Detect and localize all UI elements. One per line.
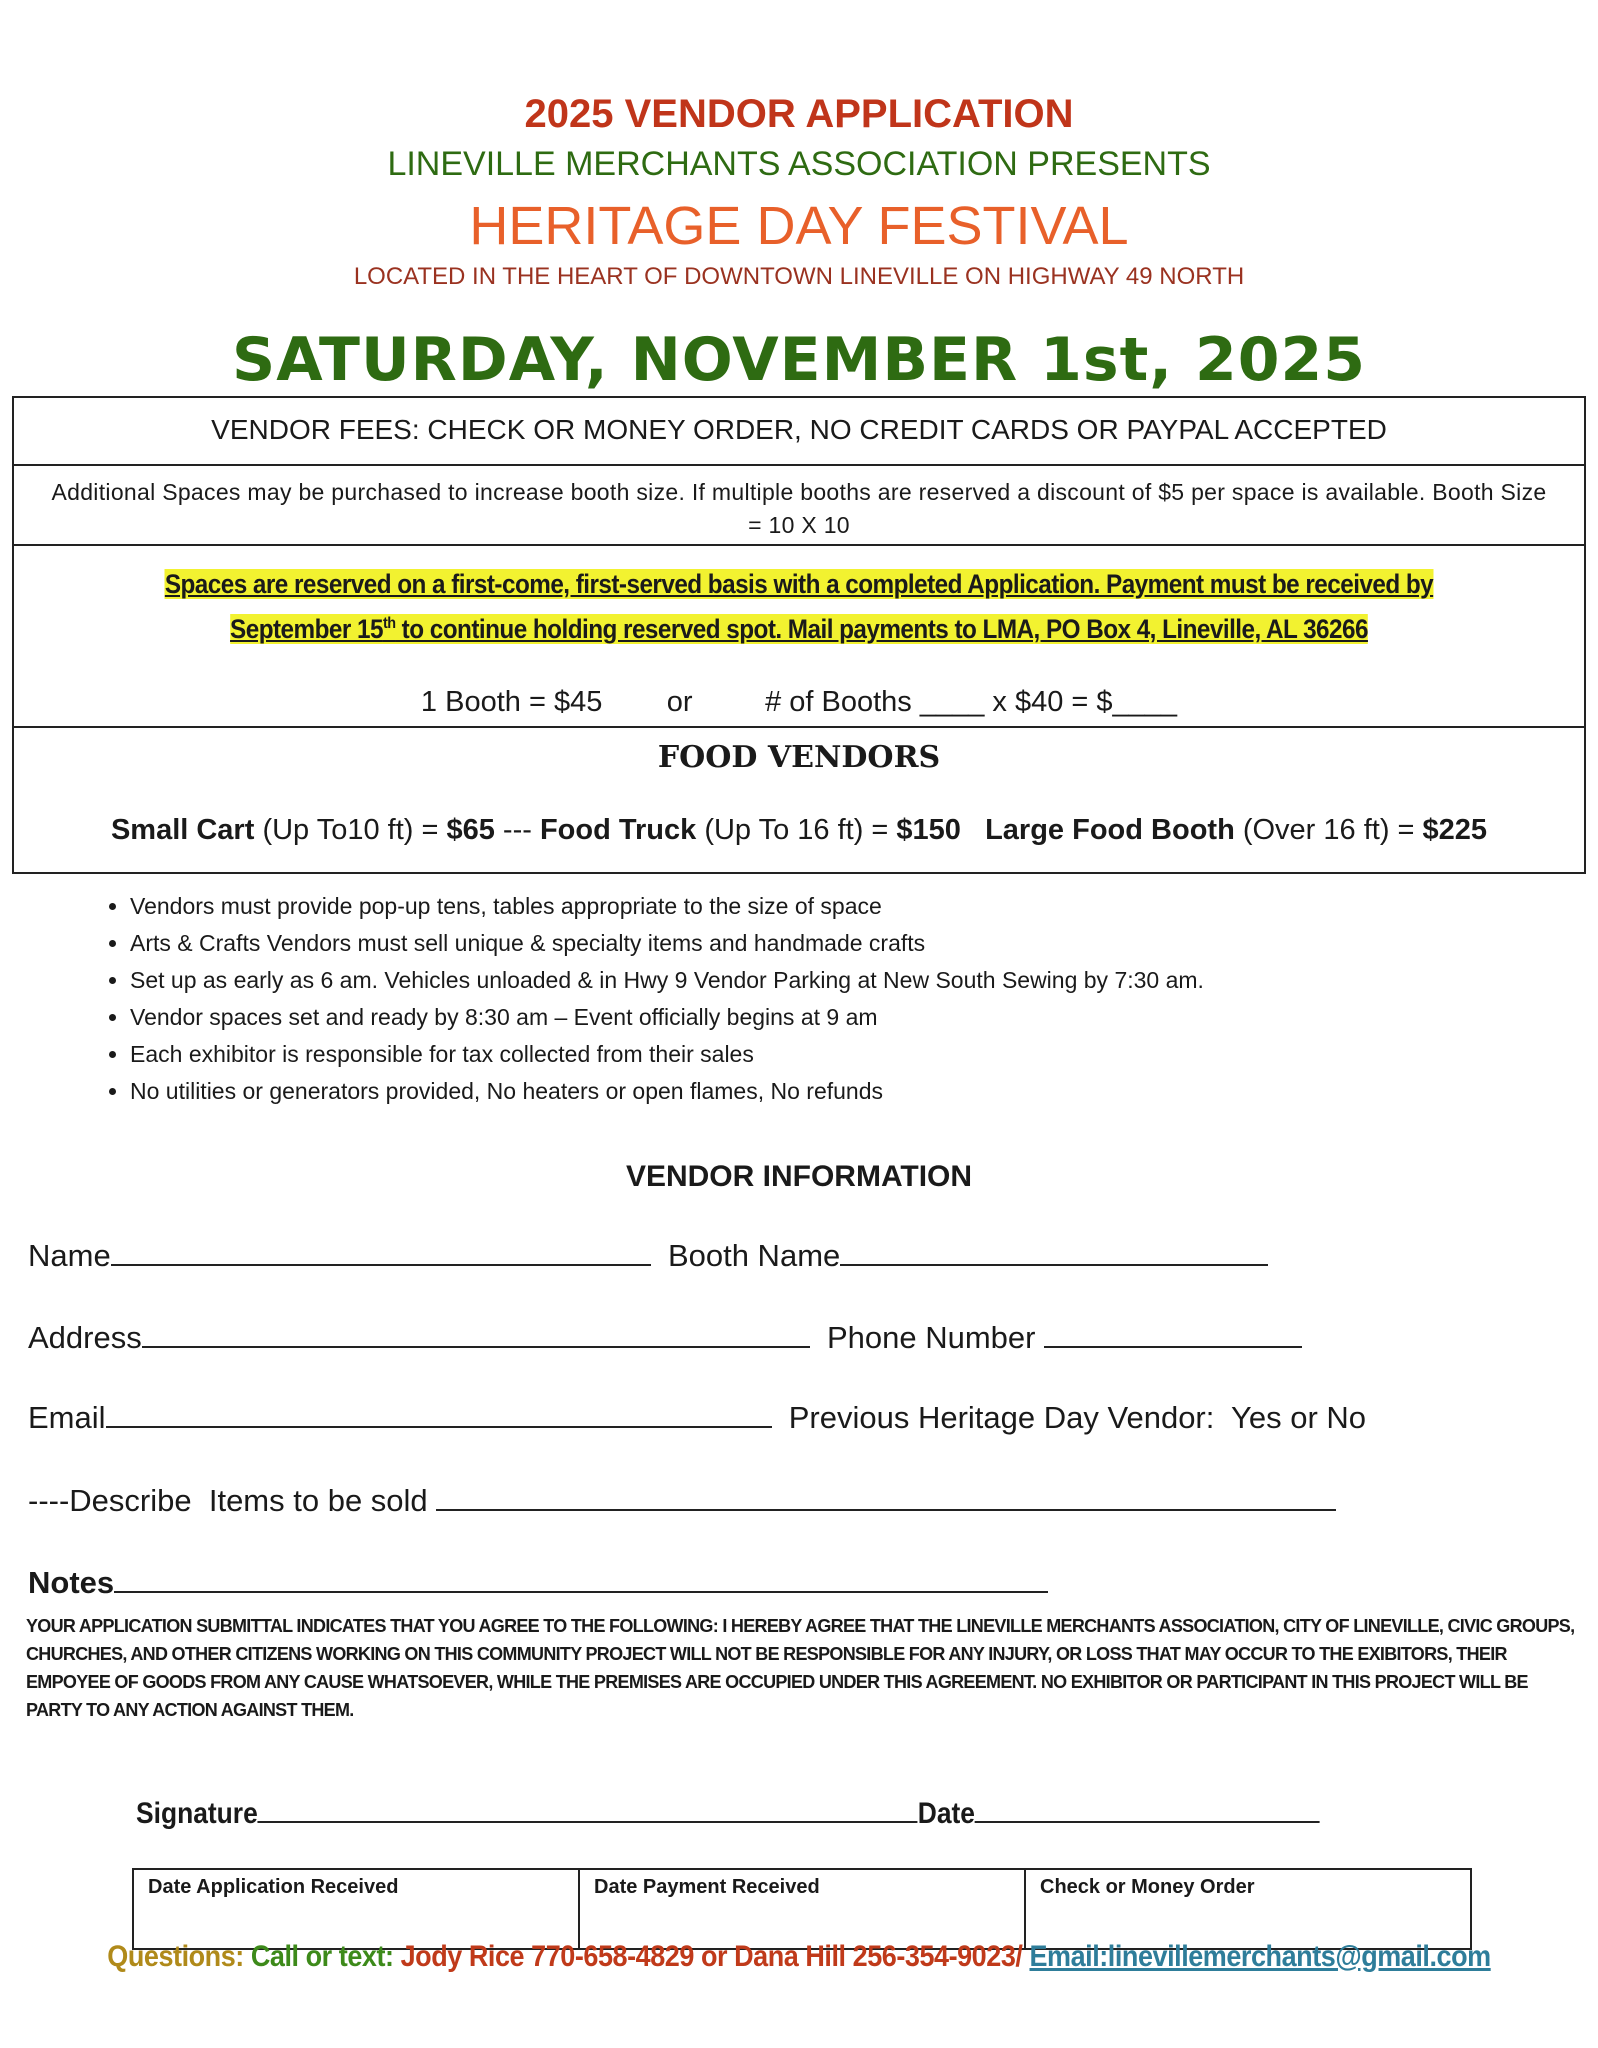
application-title: 2025 VENDOR APPLICATION [524,92,1074,136]
contact-phones: Jody Rice 770-658-4829 or Dana Hill 256-354-9023/ [400,1940,1030,1973]
date-application-received-cell[interactable]: Date Application Received [133,1869,579,1949]
booth-name-field[interactable] [840,1238,1268,1266]
liability-disclaimer: YOUR APPLICATION SUBMITTAL INDICATES THAT YOU AGREE TO THE FOLLOWING: I HEREBY AGREE THAT THE LINEVILLE MERCHANTS ASSOCIATION, CITY OF LINEVILLE, CIVIC GROUPS, CHURCHES, AND OTHER CITIZENS WORKING ON THIS COMMUNITY PROJECT WILL NOT BE RESPONSIBLE FOR ANY INJURY, OR LOSS THAT MAY OCCUR TO THE EXIBITORS, THEIR EMPOYEE OF GOODS FROM ANY CAUSE WHATSOEVER, WHILE THE PREMISES ARE OCCUPIED UNDER THIS AGREEMENT. NO EXHIBITOR OR PARTICIPANT IN THIS PROJECT WILL BE PARTY TO ANY ACTION AGAINST THEM. [26,1616,1575,1720]
location-line: LOCATED IN THE HEART OF DOWNTOWN LINEVILLE ON HIGHWAY 49 NORTH [353,263,1245,290]
describe-row [28,1483,1336,1519]
payment-note: VENDOR FEES: CHECK OR MONEY ORDER, NO CREDIT CARDS OR PAYPAL ACCEPTED [211,414,1387,445]
notes-field[interactable] [114,1565,1048,1593]
rule-item: • Arts & Crafts Vendors must sell unique & specialty items and handmade crafts [130,925,1580,962]
food-truck-label: Food Truck [539,814,697,846]
date-payment-received-cell[interactable]: Date Payment Received [579,1869,1025,1949]
signature-label: Signature [136,1797,258,1830]
notes-label: Notes [28,1565,115,1600]
small-cart-price: $65 [446,814,495,846]
rule-item: • No utilities or generators provided, No heaters or open flames, No refunds [130,1073,1580,1110]
address-field[interactable] [142,1320,810,1348]
small-cart-size: (Up To10 ft) = [254,814,447,846]
reservation-part-2: to continue holding reserved spot. Mail payments to LMA, PO Box 4, Lineville, AL 36266 [395,614,1368,644]
food-vendors-box [12,726,1586,874]
food-separator: --- [494,814,540,846]
call-or-text: Call or text: [250,1940,401,1973]
email-label: Email [28,1400,106,1435]
reservation-part-1: Spaces are reserved on a first-come, first-served basis with a completed Application. Payment must be received by September 15 [164,569,1434,644]
rule-item: • Set up as early as 6 am. Vehicles unloaded & in Hwy 9 Vendor Parking at New South Sewing by 7:30 am. [130,962,1580,999]
additional-spaces-box [12,464,1586,546]
email-row [28,1400,1366,1436]
reservation-highlight [165,569,1433,644]
small-cart-label: Small Cart [110,814,255,846]
address-label: Address [28,1320,142,1355]
rule-item: • Each exhibitor is responsible for tax collected from their sales [130,1036,1580,1073]
rule-item: • Vendors must provide pop-up tens, tables appropriate to the size of space [130,888,1580,925]
large-booth-price: $225 [1422,814,1488,846]
booth-name-label: Booth Name [667,1238,841,1273]
office-use-table [132,1868,1472,1950]
additional-spaces-text: Additional Spaces may be purchased to increase booth size. If multiple booths are reserved a discount of $5 per space is available. Booth Size = 10 X 10 [51,479,1547,538]
describe-label: ----Describe Items to be sold [28,1483,428,1518]
signature-row [136,1795,1320,1831]
notes-row [28,1565,1048,1601]
large-booth-size: (Over 16 ft) = [1234,814,1423,846]
questions-line [80,1940,1518,1974]
food-truck-price: $150 [896,814,961,846]
check-or-money-order-cell[interactable]: Check or Money Order [1025,1869,1471,1949]
reservation-text [129,564,1470,649]
describe-field[interactable] [436,1483,1336,1511]
signature-field[interactable] [258,1795,918,1823]
event-name: HERITAGE DAY FESTIVAL [469,196,1129,256]
phone-field[interactable] [1044,1320,1302,1348]
reservation-sup: th [382,615,396,632]
large-booth-label: Large Food Booth [985,814,1235,846]
previous-vendor-question[interactable]: Previous Heritage Day Vendor: Yes or No [788,1400,1367,1435]
phone-label: Phone Number [826,1320,1036,1355]
email-field[interactable] [106,1400,772,1428]
address-row [28,1320,1302,1356]
name-label: Name [28,1238,111,1273]
vendor-info-title: VENDOR INFORMATION [625,1160,973,1193]
vendor-rules-list [84,888,1580,1110]
date-label: Date [917,1797,975,1830]
presenter-line: LINEVILLE MERCHANTS ASSOCIATION PRESENTS [387,145,1211,183]
name-field[interactable] [111,1238,651,1266]
event-date: SATURDAY, NOVEMBER 1st, 2025 [232,325,1366,395]
email-link[interactable]: Email:linevillemerchants@gmail.com [1029,1940,1491,1973]
fees-box [12,396,1586,466]
rule-item: • Vendor spaces set and ready by 8:30 am – Event officially begins at 9 am [130,999,1580,1036]
reservation-box [12,544,1586,728]
questions-label: Questions: [107,1940,251,1973]
name-row [28,1238,1268,1274]
date-field[interactable] [975,1795,1320,1823]
booth-pricing[interactable]: 1 Booth = $45 or # of Booths ____ x $40 = $____ [420,686,1178,718]
food-pricing [14,814,1584,847]
food-truck-size: (Up To 16 ft) = [696,814,897,846]
food-vendors-title: FOOD VENDORS [657,740,941,775]
